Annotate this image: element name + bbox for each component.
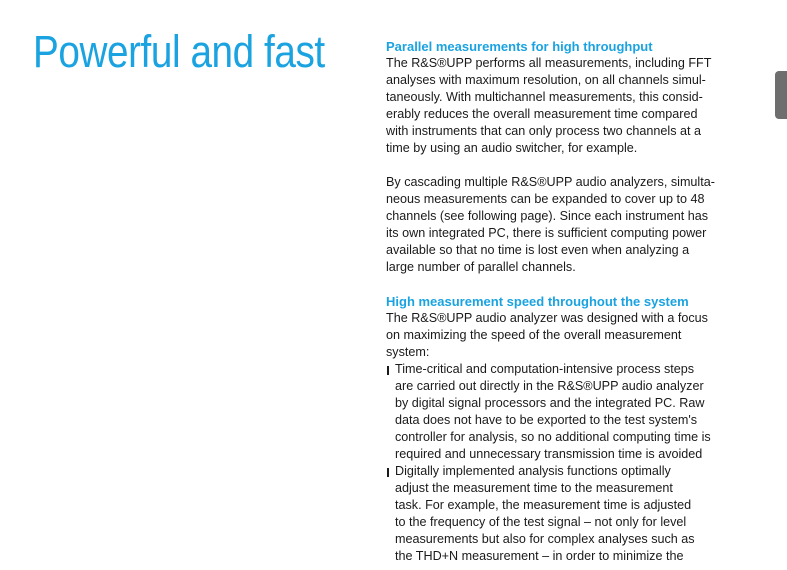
section-heading-parallel: Parallel measurements for high throughput xyxy=(386,39,653,54)
text-line: erably reduces the overall measurement time compared xyxy=(386,107,698,121)
text-line: analyses with maximum resolution, on all channels simul- xyxy=(386,73,706,87)
text-line: data does not have to be exported to the test system's xyxy=(395,413,698,427)
text-line: the THD+N measurement – in order to minimize the xyxy=(395,549,684,563)
paragraph-speed-intro xyxy=(386,310,736,361)
text-line: its own integrated PC, there is sufficient computing power xyxy=(386,226,707,240)
text-line: on maximizing the speed of the overall measurement xyxy=(386,328,682,342)
text-line: adjust the measurement time to the measurement xyxy=(395,481,673,495)
section-heading-speed: High measurement speed throughout the system xyxy=(386,294,689,309)
list-item xyxy=(386,463,736,565)
bullet-marker-icon xyxy=(387,366,389,375)
list-item xyxy=(386,361,736,463)
text-line: by digital signal processors and the integrated PC. Raw xyxy=(395,396,705,410)
text-line: with instruments that can only process two channels at a xyxy=(386,124,702,138)
text-line: The R&S®UPP audio analyzer was designed with a focus xyxy=(386,311,708,325)
text-line: channels (see following page). Since each instrument has xyxy=(386,209,709,223)
text-line: taneously. With multichannel measurements, this consid- xyxy=(386,90,703,104)
page-title: Powerful and fast xyxy=(33,26,325,77)
text-line: large number of parallel channels. xyxy=(386,260,576,274)
paragraph-parallel-1 xyxy=(386,55,736,157)
text-line: required and unnecessary transmission time is avoided xyxy=(395,447,703,461)
text-line: By cascading multiple R&S®UPP audio analyzers, simulta- xyxy=(386,175,715,189)
scroll-tab-handle[interactable] xyxy=(775,71,787,119)
text-line: to the frequency of the test signal – not only for level xyxy=(395,515,687,529)
text-line: task. For example, the measurement time is adjusted xyxy=(395,498,692,512)
text-line: measurements but also for complex analyses such as xyxy=(395,532,695,546)
section-spacer xyxy=(386,276,736,293)
paragraph-parallel-2 xyxy=(386,174,736,276)
text-line: Digitally implemented analysis functions optimally xyxy=(395,464,671,478)
bullet-list xyxy=(386,361,736,565)
text-line: system: xyxy=(386,345,430,359)
text-line: are carried out directly in the R&S®UPP audio analyzer xyxy=(395,379,704,393)
text-line: available so that no time is lost even when analyzing a xyxy=(386,243,690,257)
text-line: neous measurements can be expanded to cover up to 48 xyxy=(386,192,705,206)
text-column xyxy=(386,38,736,565)
text-line: Time-critical and computation-intensive process steps xyxy=(395,362,695,376)
text-line: The R&S®UPP performs all measurements, including FFT xyxy=(386,56,712,70)
text-line: controller for analysis, so no additional computing time is xyxy=(395,430,711,444)
bullet-marker-icon xyxy=(387,468,389,477)
text-line: time by using an audio switcher, for example. xyxy=(386,141,638,155)
paragraph-spacer xyxy=(386,157,736,174)
